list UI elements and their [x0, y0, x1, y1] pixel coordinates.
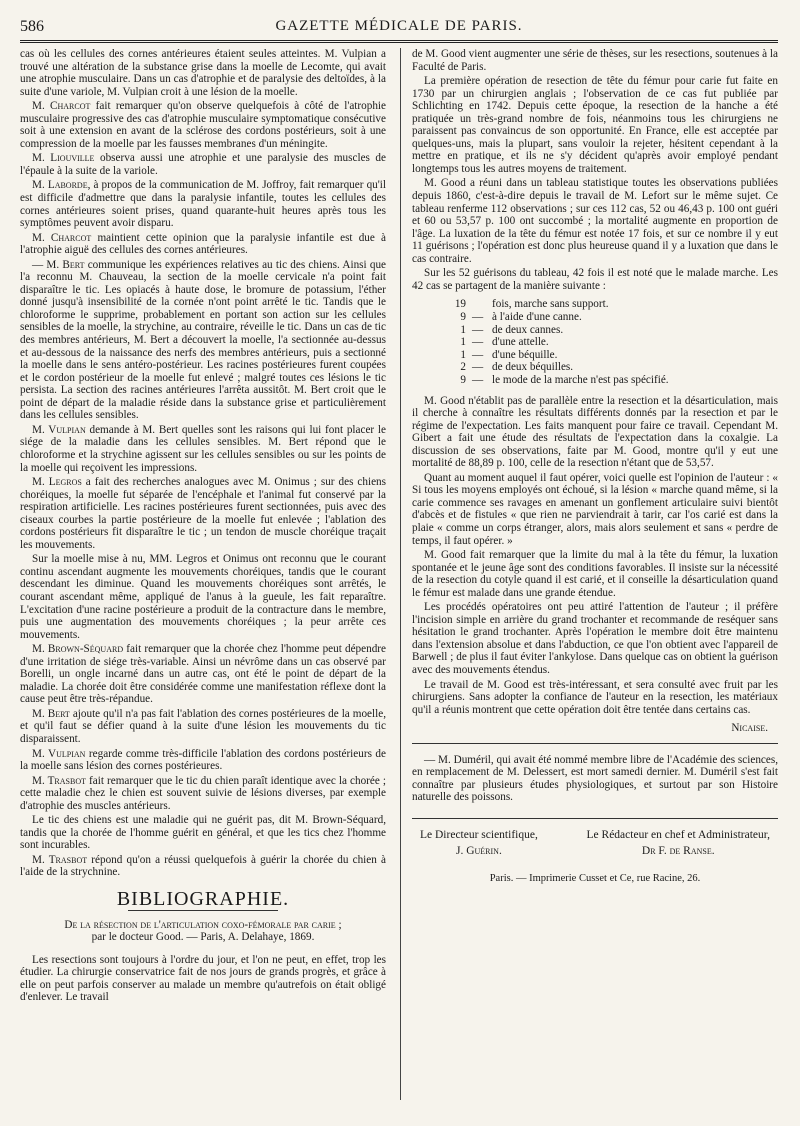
printer-imprint: Paris. — Imprimerie Cusset et Ce, rue Racine, 26. [489, 872, 701, 884]
paragraph: Le tic des chiens est une maladie qui ne guérit pas, dit M. Brown-Séquard, tandis que la chorée de l'homme guérit en général, et que les tics chez l'homme sont incurables. [20, 814, 386, 852]
page-header [20, 14, 778, 38]
footer-director [420, 827, 538, 859]
paragraph: Les procédés opératoires ont peu attiré l'attention de l'auteur ; il préfère l'incision simple en arrière du grand trochanter et recommande de reséquer sans hésitation le grand trochanter. Après l'opération le membre doit être maintenu dans l'extension absolue et dans l'abduction, ce que l'on obtient avec l'appareil de Barwell ; de plus il faut éviter l'ankylose. Dans quelque cas on obtient la guérison avec des mouvements étendus. [412, 601, 778, 677]
stat-row [452, 324, 778, 337]
speaker-name: M. Liouville [32, 152, 95, 165]
footer-signatory: J. Guérin. [455, 844, 502, 857]
stat-row [452, 298, 778, 311]
paragraph: La première opération de resection de tête du fémur pour carie fut faite en 1730 par un chirurgien anglais ; l'observation de ce cas fut publiée par Schlichting en 1742. Depuis cette époque, la resection de la hanche a été pratiquée un très-grand nombre de fois, néanmoins tous les chirurgiens ne paraissent pas convaincus de son opportunité. En France, elle est acceptée par quelques-uns, mais la plupart, sans vouloir la rejeter, hésitent cependant à la mettre en pratique, et ils ne s'y décident qu'après avoir employé pendant longtemps tous les autres moyens de traitement. [412, 75, 778, 175]
stat-row [452, 336, 778, 349]
paragraph [20, 708, 386, 746]
speaker-name: M. Legros [32, 476, 82, 489]
paragraph-text: fait remarquer que la chorée chez l'homme peut dépendre d'une irritation de siége très-variable. Ainsi un névrôme dans un cas observé par Borelli, un ongle incarné dans un autre cas, ont été le point de départ de la maladie. La chorée doit être considérée comme une manifestation réflexe dont la cause peut être très-répandue. [20, 643, 386, 706]
speaker-name: M. Vulpian [32, 747, 86, 760]
newspaper-page [20, 14, 778, 1114]
paragraph: Le travail de M. Good est très-intéressant, et sera consulté avec fruit par les chirurgiens. Sans adopter la confiance de l'auteur en la resection, les matériaux qu'il a réunis montrent que cette opération doit être tentée dans certains cas. [412, 678, 778, 716]
speaker-name: M. Brown-Séquard [32, 643, 124, 656]
stat-row [452, 349, 778, 362]
paragraph-text: répond qu'on a réussi quelquefois à guérir la chorée du chien à l'aide de la strychnine. [20, 853, 386, 879]
paragraph [20, 232, 386, 257]
paragraph: de M. Good vient augmenter une série de thèses, sur les resections, soutenues à la Faculté de Paris. [412, 48, 778, 73]
stat-label: d'une béquille. [492, 348, 558, 361]
right-column [412, 48, 778, 886]
stat-count: 1 [460, 323, 466, 336]
left-column [20, 48, 386, 1006]
paragraph [20, 775, 386, 813]
paragraph [20, 476, 386, 551]
paragraph [20, 179, 386, 229]
paragraph [20, 643, 386, 706]
paragraph: M. Good a réuni dans un tableau statistique toutes les observations publiées depuis 1860, c'est-à-dire depuis le travail de M. Lefort sur le même sujet. Ce tableau renferme 112 observations ; sur ces 112 cas, 52 ou 46,43 p. 100 ont guéri et 60 ou 53,57 p. 100 ont succombé ; la mortalité augmente en proportion de l'âge. La luxation de la tête du fémur est notée 17 fois, et sur ce nombre il y eut 11 guérisons ; l'opération est donc plus heureuse quand il y a luxation que dans le cas contraire. [412, 177, 778, 265]
paragraph: M. Good fait remarquer que la limite du mal à la tête du fémur, la luxation spontanée et le jeune âge sont des conditions favorables. Il insiste sur la nécessité de la resection du cotyle quand il est carié, et il conseille la désarticulation quand le fémur est malade dans une grande étendue. [412, 549, 778, 599]
paragraph: Les resections sont toujours à l'ordre du jour, et l'on ne peut, en effet, trop les étudier. La chirurgie conservatrice fait de nos jours de grands progrès, et grâce à elle on peut parfois conserver au malade un membre qu'autrefois on était obligé d'enlever. Le travail [20, 953, 386, 1004]
paragraph-text: a fait des recherches analogues avec M. Onimus ; sur des chiens choréiques, la moelle fut séparée de l'encéphale et l'animal fut conservé par la respiration artificielle. Les racines postérieures furent sectionnées, puis avec des ciseaux courbes la partie postérieure de la moelle fut enlevée ; l'ablation des cordons postérieurs fit disparaître le tic ; un tendon de muscle choréique traçait les mouvements. [20, 476, 387, 551]
stat-label: à l'aide d'une canne. [492, 310, 582, 323]
footer-role: Le Rédacteur en chef et Administrateur, [586, 828, 770, 841]
section-rule [412, 743, 778, 744]
citation-details: par le docteur Good. — Paris, A. Delahaye, 1869. [91, 931, 315, 944]
stat-ditto: — [472, 373, 484, 386]
paragraph-text: ajoute qu'il n'a pas fait l'ablation des cornes postérieures de la moelle, et qu'il faut se défier quand à la suite d'une lésion les mouvements du tic disparaissent. [20, 707, 386, 745]
paragraph [20, 748, 386, 773]
paragraph [20, 100, 386, 150]
page-number: 586 [20, 18, 44, 35]
paragraph [20, 424, 386, 474]
paragraph [20, 854, 386, 879]
stat-label: fois, marche sans support. [492, 298, 609, 311]
stat-ditto: — [472, 361, 484, 374]
stat-count: 1 [460, 348, 466, 361]
footer-rule [412, 818, 778, 819]
paragraph: — M. Duméril, qui avait été nommé membre libre de l'Académie des sciences, en remplacement de M. Delessert, est mort samedi dernier. M. Duméril s'est fait connaître par plusieurs études physiologiques, et surtout par son Histoire naturelle des poissons. [412, 753, 778, 804]
stat-row [452, 311, 778, 324]
paragraph-text: , à propos de la communication de M. Joffroy, fait remarquer qu'il est difficile d'admettre que dans la paralysie infantile, toutes les cellules des cornes antérieures soient prises, quand quarante-huit heures après tous les symptômes peuvent avoir disparu. [20, 179, 386, 230]
stat-count: 19 [454, 298, 466, 311]
author-signature: Nicaise. [731, 722, 768, 735]
speaker-name: M. Laborde [32, 179, 88, 192]
paragraph: Sur la moelle mise à nu, MM. Legros et Onimus ont reconnu que le courant continu ascendant augmente les mouvements choréiques, tandis que le courant descendant les diminue. Quand les mouvements choréiques sont arrêtés, le courant ascendant même, appliqué de l'anus à la gueule, les fait reparaître. L'excitation d'une racine postérieure a produit de la contracture dans le membre, puis une augmentation des mouvements choréiques ; la peur arrête ces mouvements. [20, 553, 386, 641]
two-column-body [20, 48, 778, 1108]
section-heading: BIBLIOGRAPHIE. [116, 888, 290, 910]
stat-label: de deux béquilles. [492, 361, 574, 374]
paragraph-text: demande à M. Bert quelles sont les raisons qui lui font placer le siége de la maladie dans les cellules sensibles. M. Bert répond que le chloroforme et la strychine agissent sur les cellules sensibles ou sur les points de la moelle qui reçoivent les impressions. [20, 423, 386, 474]
speaker-name: M. Charcot [32, 100, 91, 113]
header-rule [20, 40, 778, 43]
stat-count: 2 [460, 361, 466, 374]
paragraph: Sur les 52 guérisons du tableau, 42 fois il est noté que le malade marche. Les 42 cas se partagent de la manière suivante : [412, 267, 778, 292]
column-divider [400, 48, 401, 1100]
paragraph-text: fait remarquer que le tic du chien paraît identique avec la chorée ; cette maladie chez le chien est souvent suivie de lésions diverses, par exemple d'atrophie des muscles antérieurs. [20, 774, 386, 812]
stat-count: 1 [460, 336, 466, 349]
paragraph: M. Good n'établit pas de parallèle entre la resection et la désarticulation, mais il cherche à connaître les résultats différents donnés par la resection et par le régime de l'expectation. Les faits manquent pour faire ce travail. Cependant M. Gibert a fait une étude des résultats de l'expectation dans la coxalgie. La discussion de ses observations, faite par M. Good, montre qu'il y eut une mortalité de 88,89 p. 100, celle de la resection n'étant que de 53,57. [412, 394, 778, 470]
stat-ditto: — [472, 336, 484, 349]
stat-row [452, 374, 778, 387]
paragraph-text: communique les expériences relatives au tic des chiens. Ainsi que l'a reconnu M. Chauveau, la section de la moelle cervicale n'a point fait disparaître le tic. Les opiacés à haute dose, le bromure de potassium, l'éther donné jusqu'à insensibilité de la cornée n'ont point arrêté le tic. Tandis que le chloroforme le supprime, probablement en portant son action sur les cellules sensibles de la moelle, la strychine, au contraire, réveille le tic. Dans un cas de tic des membres antérieurs, M. Bert a découvert la moelle, l'a sectionnée au-dessus et au-dessous de la naissance des nerfs des membres antérieurs, puis a sectionné la moelle dans le sens antéro-postérieur. Les racines postérieures furent coupées et le cordon postérieur de la moelle fut enlevé ; malgré toutes ces lésions le tic persista. La section des racines antérieures l'arrêta aussitôt. M. Bert croit que le point de départ de la maladie réside dans la substance grise et particulièrement dans les cellules sensibles. [20, 258, 386, 422]
footer-editor [587, 827, 770, 859]
review-citation [20, 919, 386, 944]
paragraph [20, 152, 386, 177]
paragraph-text: regarde comme très-difficile l'ablation des cordons postérieurs de la moelle sans lésion des cornes postérieures. [20, 747, 386, 773]
editorial-footer [412, 827, 778, 859]
speaker-name: M. Charcot [32, 231, 92, 244]
speaker-name: Bert [62, 258, 85, 271]
stat-label: le mode de la marche n'est pas spécifié. [492, 373, 669, 386]
footer-role: Le Directeur scientifique, [420, 828, 538, 841]
paragraph-text: observa aussi une atrophie et une paralysie des muscles de l'épaule à la suite de la variole. [20, 152, 386, 177]
speaker-name: M. Trasbot [32, 774, 86, 787]
stat-ditto: — [472, 348, 484, 361]
stat-ditto [472, 298, 492, 311]
paragraph: Quant au moment auquel il faut opérer, voici quelle est l'opinion de l'auteur : « Si tous les moyens employés ont échoué, si la lésion « marche quand même, si la carie commence ses ravages en amenant un gonflement articulaire suivi bientôt d'abcès et de fistules « que rien ne parviendrait à tarir, car l'os carié est dans la plaie « comme un corps étranger, alors, mais alors seulement et sans « perdre de temps, il faut opérer. » [412, 471, 778, 547]
speaker-name: M. Bert [32, 707, 70, 720]
paragraph-text: maintient cette opinion que la paralysie infantile est due à l'atrophie aiguë des cellules des cornes antérieures. [20, 231, 386, 257]
stat-ditto: — [472, 323, 484, 336]
speaker-name: M. Vulpian [32, 423, 86, 436]
paragraph: cas où les cellules des cornes antérieures étaient seules atteintes. M. Vulpian a trouvé une altération de la substance grise dans la moelle de Lecomte, qui avait une atrophie musculaire. Dans un cas d'atrophie et de paralysie des deltoïdes, à la suite d'une variole, M. Vulpian croit à une lésion de la moelle. [20, 48, 386, 98]
stat-count: 9 [460, 310, 466, 323]
citation-title: De la résection de l'articulation coxo-fémorale par carie ; [64, 918, 342, 931]
stat-label: d'une attelle. [492, 336, 549, 349]
stat-row [452, 361, 778, 374]
footer-signatory: Dr F. de Ranse. [641, 844, 715, 857]
stat-count: 9 [460, 373, 466, 386]
speaker-name: M. Trasbot [32, 853, 88, 866]
stat-label: de deux cannes. [492, 323, 564, 336]
stat-ditto: — [472, 310, 484, 323]
paragraph-text: fait remarquer qu'on observe quelquefois à côté de l'atrophie musculaire progressive des cas d'atrophie musculaire symptomatique consécutive soit à une extension en avant de la sclérose des cordons postérieurs, soit à une compression de la moelle par les fausses membranes d'un méningite. [20, 100, 386, 150]
paragraph-lead: — M. [32, 258, 63, 271]
paragraph [20, 259, 386, 422]
statistics-list [452, 298, 778, 386]
journal-title: GAZETTE MÉDICALE DE PARIS. [275, 18, 523, 34]
